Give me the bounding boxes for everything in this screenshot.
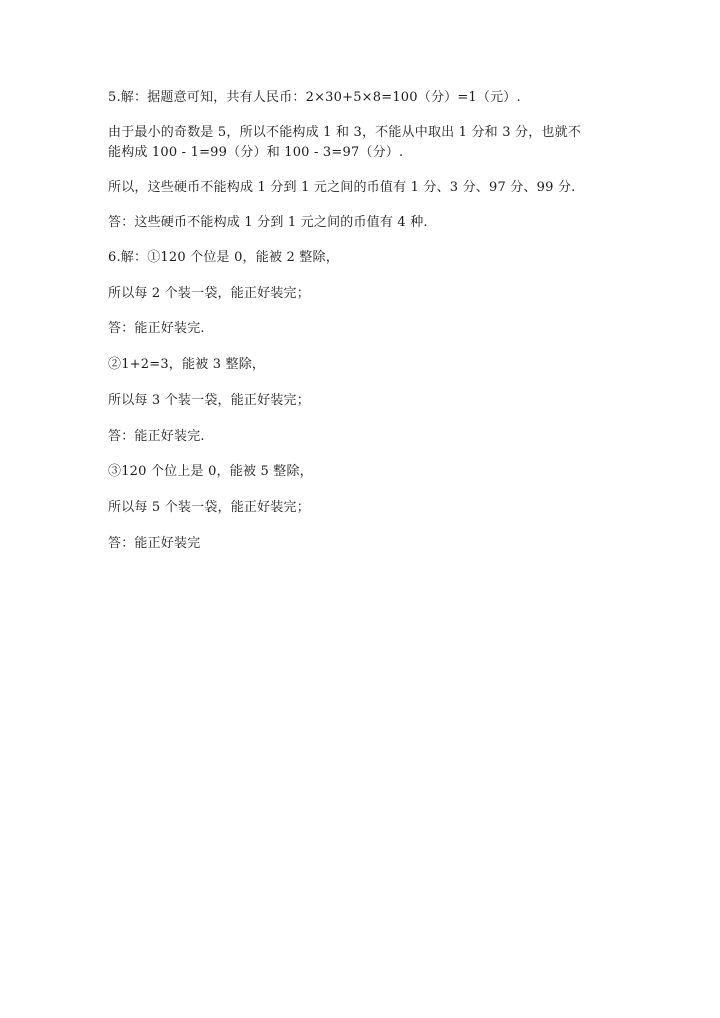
answer-6-part2-answer: 答：能正好装完. xyxy=(108,429,205,444)
answer-6-part1-answer: 答：能正好装完. xyxy=(108,321,205,336)
answer-5-conclusion: 所以，这些硬币不能构成 1 分到 1 元之间的币值有 1 分、3 分、97 分、99 分. xyxy=(108,180,576,195)
answer-6-part3-heading: ③120 个位上是 0，能被 5 整除， xyxy=(108,464,313,479)
answer-5-reason-line-2: 能构成 100 - 1=99（分）和 100 - 3=97（分）. xyxy=(108,145,404,160)
answer-6-heading: 6.解：①120 个位是 0，能被 2 整除， xyxy=(108,250,339,265)
answer-6-part2-reason: 所以每 3 个装一袋，能正好装完； xyxy=(108,393,310,408)
answer-6-part2-heading: ②1+2=3，能被 3 整除， xyxy=(108,357,266,372)
answer-5-reason-line-1: 由于最小的奇数是 5，所以不能构成 1 和 3，不能从中取出 1 分和 3 分，也就不 xyxy=(108,125,582,140)
answer-6-part3-reason: 所以每 5 个装一袋，能正好装完； xyxy=(108,500,310,515)
answer-6-part1-reason: 所以每 2 个装一袋，能正好装完； xyxy=(108,286,310,301)
answer-5-final: 答：这些硬币不能构成 1 分到 1 元之间的币值有 4 种. xyxy=(108,215,428,230)
answer-6-part3-answer: 答：能正好装完 xyxy=(108,536,201,551)
answer-5-heading: 5.解：据题意可知，共有人民币：2×30+5×8=100（分）=1（元）. xyxy=(108,90,521,105)
